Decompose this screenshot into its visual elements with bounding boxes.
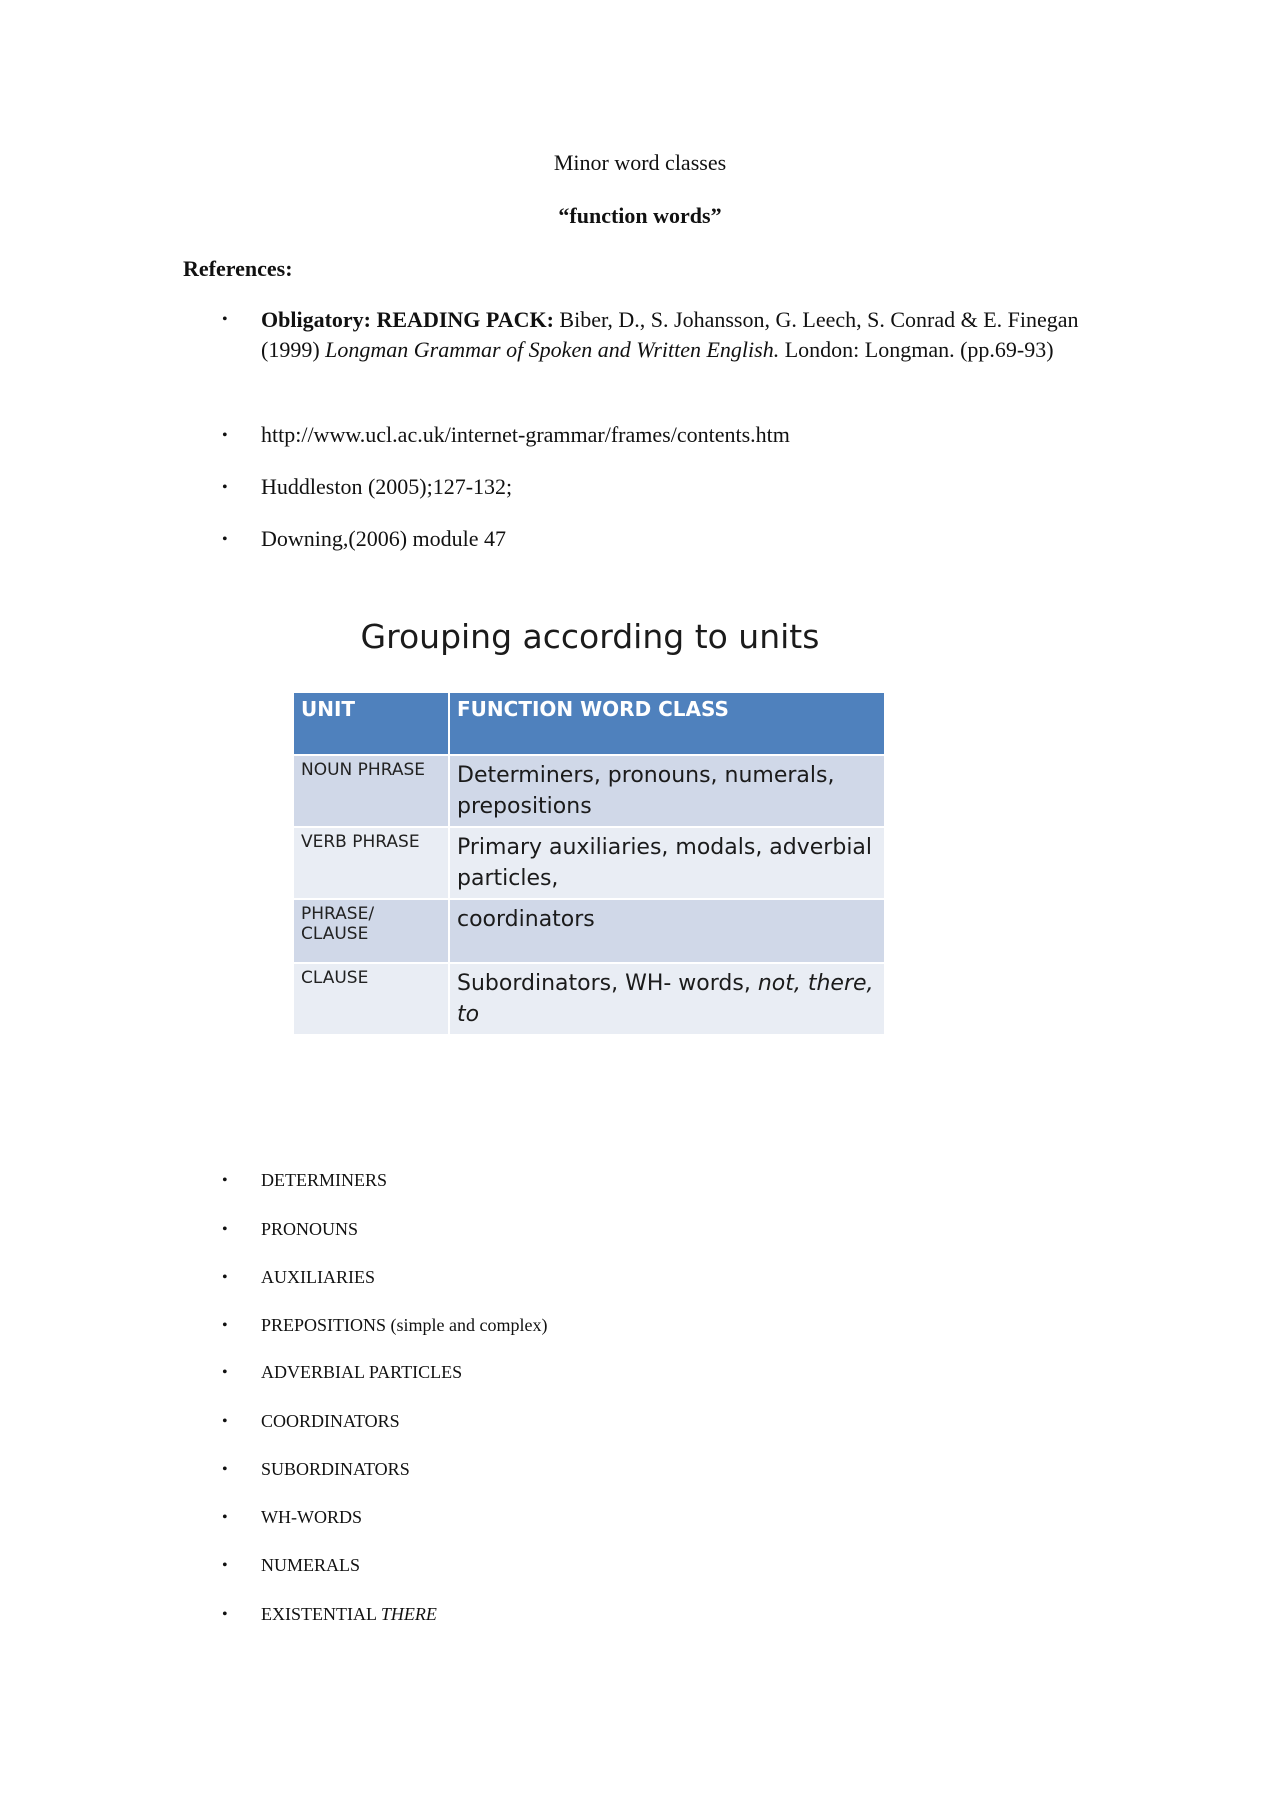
grouping-table — [294, 693, 886, 1034]
table-cell-classes-italic: not, there, to — [457, 971, 874, 1027]
table-row — [294, 963, 885, 1034]
table-header-unit: UNIT — [294, 693, 449, 755]
table-cell-classes: coordinators — [449, 899, 885, 963]
reference-item — [261, 305, 1111, 365]
list-item: PREPOSITIONS (simple and complex) — [261, 1315, 548, 1335]
list-item: WH-WORDS — [261, 1507, 362, 1527]
list-item: ADVERBIAL PARTICLES — [261, 1362, 463, 1382]
reference-url[interactable]: http://www.ucl.ac.uk/internet-grammar/frames/contents.htm — [261, 422, 790, 447]
bullet-icon: • — [222, 531, 228, 548]
reference-book-title: Longman Grammar of Spoken and Written English. — [325, 337, 780, 362]
table-row — [294, 755, 885, 827]
table-cell-classes: Primary auxiliaries, modals, adverbial particles, — [449, 827, 885, 899]
bullet-icon: • — [222, 479, 228, 496]
bullet-icon: • — [222, 1509, 228, 1526]
page-subtitle: “function words” — [558, 203, 722, 228]
bullet-icon: • — [222, 1317, 228, 1334]
bullet-icon: • — [222, 1364, 228, 1381]
bullet-icon: • — [222, 1221, 228, 1238]
table-cell-classes-plain: Subordinators, WH- words, — [457, 971, 758, 996]
table-cell-unit: CLAUSE — [294, 963, 449, 1034]
reference-authors: Biber, D., S. Johansson, G. Leech, S. Conrad & E. Finegan (1999) — [261, 307, 1079, 362]
references-heading: References: — [183, 256, 293, 281]
table-row — [294, 899, 885, 963]
bullet-icon: • — [222, 1172, 228, 1189]
table-header-class: FUNCTION WORD CLASS — [449, 693, 885, 755]
table-cell-classes — [449, 963, 885, 1034]
table-cell-unit: VERB PHRASE — [294, 827, 449, 899]
bullet-icon: • — [222, 427, 228, 444]
table-header-row — [294, 693, 885, 755]
table-row — [294, 827, 885, 899]
figure-title: Grouping according to units — [360, 617, 820, 656]
table-cell-classes: Determiners, pronouns, numerals, prepositions — [449, 755, 885, 827]
reference-item: Huddleston (2005);127-132; — [261, 474, 513, 499]
list-item — [261, 1604, 437, 1625]
list-item: SUBORDINATORS — [261, 1459, 410, 1479]
list-item: COORDINATORS — [261, 1411, 400, 1431]
table-cell-unit: NOUN PHRASE — [294, 755, 449, 827]
bullet-icon: • — [222, 1269, 228, 1286]
bullet-icon: • — [222, 1606, 228, 1623]
reference-label: Obligatory: READING PACK: — [261, 307, 554, 332]
bullet-icon: • — [222, 1557, 228, 1574]
bullet-icon: • — [222, 311, 228, 328]
list-item: AUXILIARIES — [261, 1267, 375, 1287]
list-item: DETERMINERS — [261, 1170, 387, 1190]
list-item-italic: THERE — [380, 1604, 437, 1624]
list-item: PRONOUNS — [261, 1219, 359, 1239]
list-item: NUMERALS — [261, 1555, 361, 1575]
bullet-icon: • — [222, 1461, 228, 1478]
bullet-icon: • — [222, 1413, 228, 1430]
reference-item: Downing,(2006) module 47 — [261, 526, 507, 551]
table-cell-unit: PHRASE/ CLAUSE — [294, 899, 449, 963]
page-title: Minor word classes — [553, 150, 727, 175]
list-item-plain: EXISTENTIAL — [261, 1604, 381, 1624]
reference-publisher: London: Longman. (pp.69-93) — [779, 337, 1054, 362]
